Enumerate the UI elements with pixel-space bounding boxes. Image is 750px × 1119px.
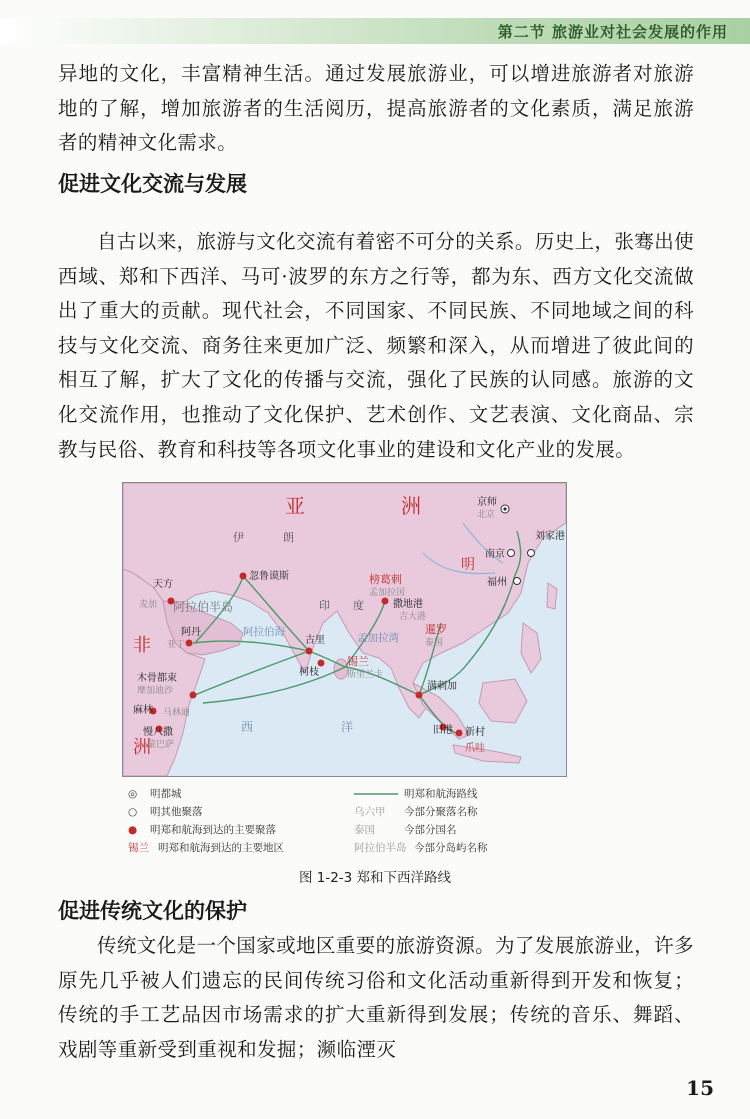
label-malindi: 麻林	[133, 705, 153, 716]
legend-other-text: 明其他聚落	[150, 806, 203, 818]
label-west-2: 洋	[341, 720, 354, 734]
label-asia: 亚	[285, 494, 305, 518]
settlement-marker	[514, 578, 521, 585]
label-west: 西	[241, 720, 254, 734]
label-ceylon-sub: 斯里兰卡	[347, 670, 384, 680]
route-symbol-icon	[354, 786, 404, 802]
legend-capital	[128, 786, 182, 802]
legend-island-text: 今部分岛屿名称	[414, 842, 488, 854]
map-svg	[123, 483, 566, 776]
legend-other-settlement	[128, 804, 203, 820]
legend-place-name	[354, 804, 478, 820]
heading-tradition: 促进传统文化的保护	[58, 899, 247, 923]
label-asia-2: 洲	[401, 494, 421, 518]
zheng-he-route-map	[122, 482, 567, 777]
label-siam: 暹罗	[425, 623, 447, 636]
legend-main-region	[128, 840, 284, 856]
label-beijing: 京师	[477, 497, 497, 508]
main-settlement-marker	[240, 573, 247, 580]
main-settlement-marker	[186, 640, 193, 647]
legend-country-text: 今部分国名	[404, 824, 457, 836]
label-africa-2: 洲	[133, 737, 151, 758]
legend-route	[354, 786, 478, 802]
label-siam-sub: 泰国	[425, 638, 444, 648]
main-settlement-symbol-icon: ●	[128, 824, 138, 836]
legend-main-region-text: 明郑和航海到达的主要地区	[158, 842, 284, 854]
label-palembang: 旧港	[433, 725, 453, 736]
label-arabian-sea: 阿拉伯海	[243, 626, 285, 638]
legend-place-sample: 乌六甲	[354, 806, 386, 818]
heading-exchange: 促进文化交流与发展	[58, 172, 247, 196]
settlement-symbol-icon: ○	[128, 806, 138, 818]
label-hormuz: 忽鲁谟斯	[249, 571, 289, 582]
main-settlement-marker	[416, 692, 423, 699]
capital-marker-dot	[503, 507, 506, 510]
main-settlement-marker	[318, 660, 325, 667]
label-mogadishu: 木骨都束	[137, 673, 177, 684]
section-title: 第二节 旅游业对社会发展的作用	[497, 23, 728, 41]
page-number: 15	[686, 1076, 714, 1100]
main-settlement-marker	[456, 730, 463, 737]
label-calicut: 古里	[305, 635, 325, 646]
label-africa: 非	[133, 635, 151, 656]
settlement-marker	[528, 550, 535, 557]
label-india: 印	[319, 599, 330, 612]
label-liujiagang: 刘家港	[535, 531, 565, 542]
paragraph-tradition: 传统文化是一个国家或地区重要的旅游资源。为了发展旅游业，许多原先几乎被人们遗忘的民间传统习俗和文化活动重新得到开发和恢复；传统的手工艺品因市场需求的扩大重新得到发展；传统的音乐、舞蹈、戏剧等重新受到重视和发掘；濒临湮灭	[58, 934, 695, 1061]
label-mombasa-sub: 蒙巴萨	[147, 740, 175, 750]
legend-island-sample: 阿拉伯半岛	[354, 842, 407, 854]
label-ceylon: 锡兰	[347, 655, 369, 668]
label-xincun: 新村	[465, 727, 485, 738]
figure-caption: 图 1-2-3 郑和下西洋路线	[298, 870, 452, 886]
label-tianfang: 天方	[153, 579, 173, 590]
label-aden-sub: 亚丁	[167, 640, 186, 650]
label-arabia: 阿拉伯半岛	[173, 600, 234, 614]
legend-country-name	[354, 822, 457, 838]
label-chittagong: 撒地港	[393, 599, 423, 610]
label-nanjing: 南京	[485, 549, 505, 560]
legend-main-settlement-text: 明郑和航海到达的主要聚落	[150, 824, 276, 836]
legend-region-sample: 锡兰	[128, 842, 149, 854]
label-tianfang-sub: 麦加	[139, 600, 158, 610]
label-java: 爪哇	[465, 743, 485, 754]
paragraph-intro: 异地的文化，丰富精神生活。通过发展旅游业，可以增进旅游者对旅游地的了解，增加旅游者的生活阅历，提高旅游者的文化素质，满足旅游者的精神文化需求。	[58, 62, 694, 155]
legend-capital-text: 明都城	[150, 788, 182, 800]
label-beijing-sub: 北京	[477, 510, 496, 520]
label-bengal-state-sub: 孟加拉国	[369, 588, 406, 598]
label-iran-2: 朗	[283, 531, 294, 544]
capital-symbol-icon: ◎	[128, 788, 138, 800]
legend-island-name	[354, 840, 488, 856]
main-settlement-marker	[306, 648, 313, 655]
label-malindi-sub: 马林迪	[163, 708, 191, 718]
legend-main-settlement	[128, 822, 276, 838]
label-india-2: 度	[353, 599, 364, 612]
settlement-marker	[508, 550, 515, 557]
label-mogadishu-sub: 摩加迪沙	[137, 686, 174, 696]
label-malacca: 满剌加	[427, 681, 457, 692]
label-aden: 阿丹	[181, 627, 201, 638]
label-fuzhou: 福州	[487, 577, 507, 588]
label-bengal-bay: 孟加拉湾	[357, 632, 399, 644]
label-bengal-state: 榜葛剌	[369, 573, 402, 586]
paragraph-exchange: 自古以来，旅游与文化交流有着密不可分的关系。历史上，张骞出使西域、郑和下西洋、马可·波罗的东方之行等，都为东、西方文化交流做出了重大的贡献。现代社会，不同国家、不同民族、不同地域之间的科技与文化交流、商务往来更加广泛、频繁和深入，从而增进了彼此间的相互了解，扩大了文化的传播与交流，强化了民族的认同感。旅游的文化交流作用，也推动了文化保护、艺术创作、文艺表演、文化商品、宗教与民俗、教育和科技等各项文化事业的建设和文化产业的发展。	[58, 230, 695, 461]
legend-country-sample: 泰国	[354, 824, 375, 836]
legend-route-text: 明郑和航海路线	[404, 788, 478, 800]
legend-place-text: 今部分聚落名称	[404, 806, 478, 818]
label-cochin: 柯枝	[299, 667, 319, 678]
label-mombasa: 慢八撒	[143, 727, 173, 738]
label-iran: 伊	[233, 531, 244, 544]
map-legend	[128, 786, 568, 858]
main-settlement-marker	[190, 692, 197, 699]
main-settlement-marker	[382, 598, 389, 605]
label-ming: 明	[461, 557, 475, 573]
label-chittagong-sub: 吉大港	[399, 612, 427, 622]
